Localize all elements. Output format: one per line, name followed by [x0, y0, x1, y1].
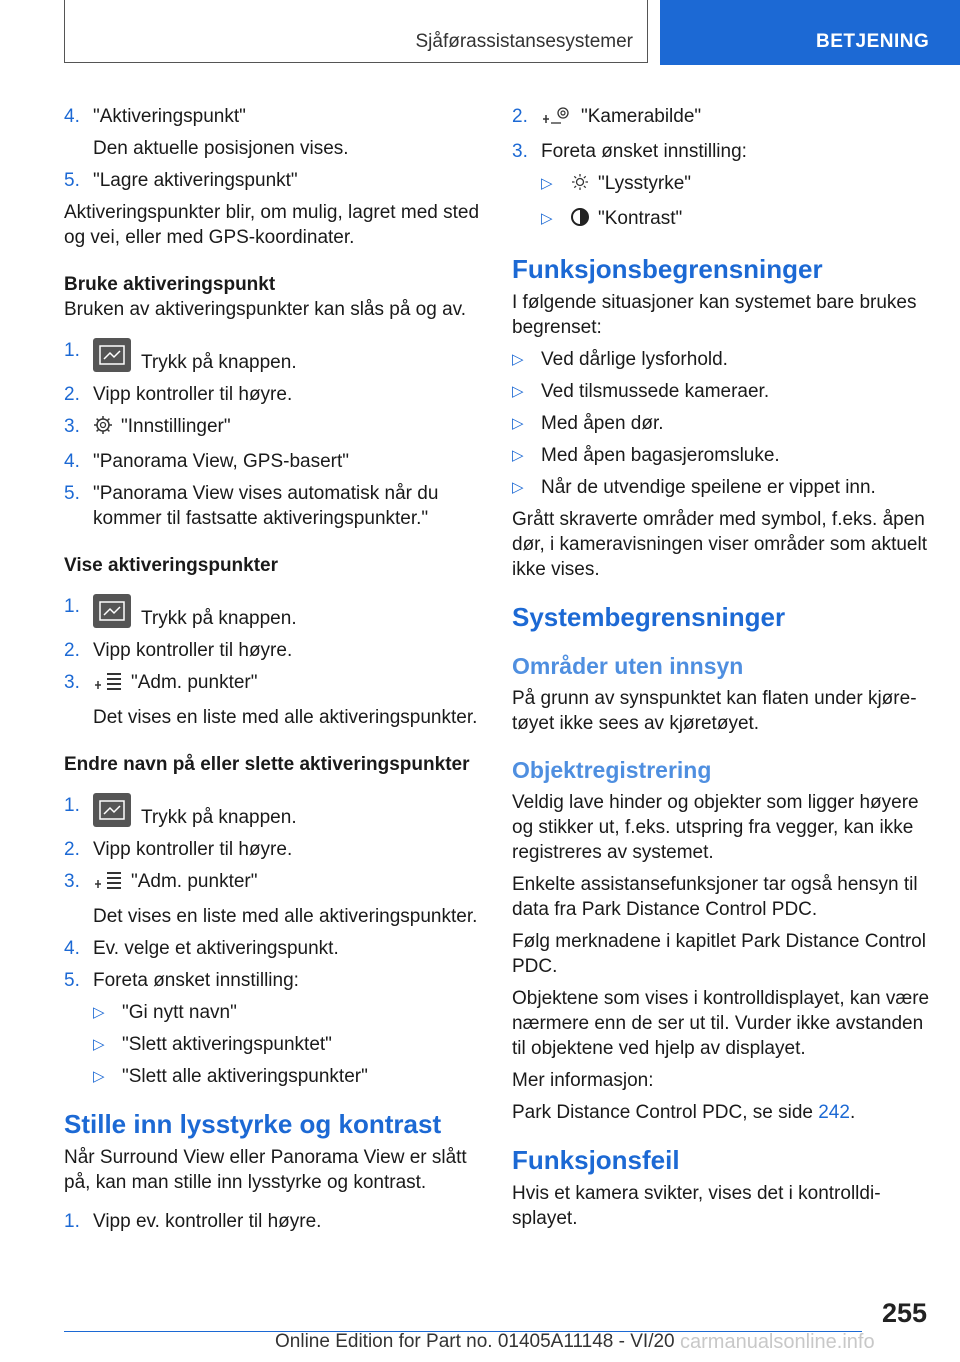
brightness-icon: [570, 172, 590, 199]
page-link[interactable]: 242: [818, 1102, 850, 1123]
list-item: 3. "Adm. punkter": [64, 670, 482, 698]
sub-list-item: ▷ "Slett alle aktiveringspunkter": [93, 1066, 368, 1087]
paragraph: Park Distance Control PDC, se side 242.: [512, 1102, 856, 1123]
subheading-endre: Endre navn på eller slette aktiveringspunkter: [64, 754, 470, 775]
paragraph: Følg merknadene i kapitlet Park Distance Control PDC.: [512, 931, 926, 977]
list-item: 1. Trykk på knappen.: [64, 340, 297, 373]
points-list-icon: [93, 870, 123, 897]
list-item: 5. "Panorama View vises automatisk når du kommer til fastsatte aktiveringspunkter.": [64, 483, 439, 529]
heading-funksjonsfeil: Funksjonsfeil: [512, 1145, 680, 1175]
chapter-title: BETJENING: [816, 31, 930, 52]
heading-omrader: Områder uten innsyn: [512, 653, 744, 679]
heading-funksjonsbegrensninger: Funksjonsbegrensninger: [512, 254, 823, 284]
list-item: 2. "Kamerabilde": [512, 104, 932, 132]
paragraph: Bruken av aktiveringspunkter kan slås på og av.: [64, 299, 467, 320]
paragraph: Veldig lave hinder og objekter som ligger høyere og stikker ut, f.eks. utspring fra vegger, kan ikke registreres av systemet.: [512, 792, 919, 863]
bullet-item: ▷ Med åpen bagasjeromsluke.: [512, 445, 780, 466]
list-item: 1. Vipp ev. kontroller til høyre.: [64, 1211, 322, 1232]
chapter-tab: [660, 0, 960, 65]
paragraph: På grunn av synspunktet kan flaten under kjøretøyet ikke sees av kjøretøyet.: [512, 688, 917, 734]
bullet-item: ▷ Ved tilsmussede kameraer.: [512, 381, 770, 402]
bullet-item: ▷ Når de utvendige speilene er vippet inn.: [512, 477, 876, 498]
subheading-vise: Vise aktiveringspunkter: [64, 555, 279, 576]
camera-button-icon: [93, 338, 131, 372]
list-item: 1. Trykk på knappen.: [64, 795, 297, 828]
paragraph: Objektene som vises i kontrolldisplayet, kan være nærmere enn de ser ut til. Vurder ikke avstanden til objektene ved hjelp av displayet.: [512, 988, 930, 1059]
list-item: 3. "Innstillinger": [64, 414, 482, 442]
paragraph: Mer informasjon:: [512, 1070, 654, 1091]
list-item: Den aktuelle posisjonen vises.: [93, 138, 349, 159]
section-title: Sjåførassistansesystemer: [415, 31, 633, 52]
watermark: carmanualsonline.info: [680, 1331, 875, 1353]
camera-settings-icon: [541, 105, 573, 132]
heading-systembegrensninger: Systembegrensninger: [512, 602, 786, 632]
sub-list-item: ▷ "Slett aktiveringspunktet": [93, 1034, 332, 1055]
left-column: [64, 104, 482, 1241]
list-item: 2. Vipp kontroller til høyre.: [64, 640, 293, 661]
list-item: 4. "Aktiveringspunkt": [64, 106, 246, 127]
sub-list-item: ▷ "Kontrast": [512, 206, 932, 234]
list-item: Det vises en liste med alle aktiveringspunkter.: [93, 707, 478, 728]
points-list-icon: [93, 671, 123, 698]
list-item: 4. "Panorama View, GPS-basert": [64, 451, 350, 472]
paragraph: Grått skraverte områder med symbol, f.eks. åpen dør, i kameravisningen viser områder som aktuelt ikke vises.: [512, 509, 927, 580]
bullet-item: ▷ Ved dårlige lysforhold.: [512, 349, 728, 370]
list-item: 1. Trykk på knappen.: [64, 596, 297, 629]
list-item: 3. "Adm. punkter": [64, 869, 482, 897]
camera-button-icon: [93, 594, 131, 628]
subheading-bruke: Bruke aktiveringspunkt: [64, 274, 276, 295]
list-item: 5. Foreta ønsket innstilling:: [64, 970, 299, 991]
list-item: 5. "Lagre aktiveringspunkt": [64, 170, 298, 191]
list-item: 4. Ev. velge et aktiveringspunkt.: [64, 938, 339, 959]
list-item: 3. Foreta ønsket innstilling:: [512, 141, 747, 162]
section-tab: [64, 0, 648, 63]
paragraph: Aktiveringspunkter blir, om mulig, lagret med sted og vei, eller med GPS-koordinater.: [64, 202, 480, 248]
heading-stille: Stille inn lysstyrke og kontrast: [64, 1109, 442, 1139]
heading-objektregistrering: Objektregistrering: [512, 757, 712, 783]
paragraph: Når Surround View eller Panorama View er slått på, kan man stille inn lysstyrke og kontrast.: [64, 1147, 467, 1193]
paragraph: Enkelte assistansefunksjoner tar også hensyn til data fra Park Distance Control PDC.: [512, 874, 918, 920]
list-item: 2. Vipp kontroller til høyre.: [64, 384, 293, 405]
list-item: Det vises en liste med alle aktiveringspunkter.: [93, 906, 478, 927]
footer-text: Online Edition for Part no. 01405A11148 - VI/20: [275, 1331, 675, 1352]
page-header: [0, 0, 960, 66]
contrast-icon: [570, 207, 590, 234]
right-column: [512, 104, 932, 1238]
list-item: 2. Vipp kontroller til høyre.: [64, 839, 293, 860]
paragraph: I følgende situasjoner kan systemet bare brukes begrenset:: [512, 292, 917, 338]
gear-icon: [93, 415, 113, 442]
sub-list-item: ▷ "Lysstyrke": [512, 171, 932, 199]
sub-list-item: ▷ "Gi nytt navn": [93, 1002, 237, 1023]
camera-button-icon: [93, 793, 131, 827]
bullet-item: ▷ Med åpen dør.: [512, 413, 664, 434]
page-number: 255: [882, 1298, 928, 1328]
paragraph: Hvis et kamera svikter, vises det i kontrolldisplayet.: [512, 1183, 881, 1229]
